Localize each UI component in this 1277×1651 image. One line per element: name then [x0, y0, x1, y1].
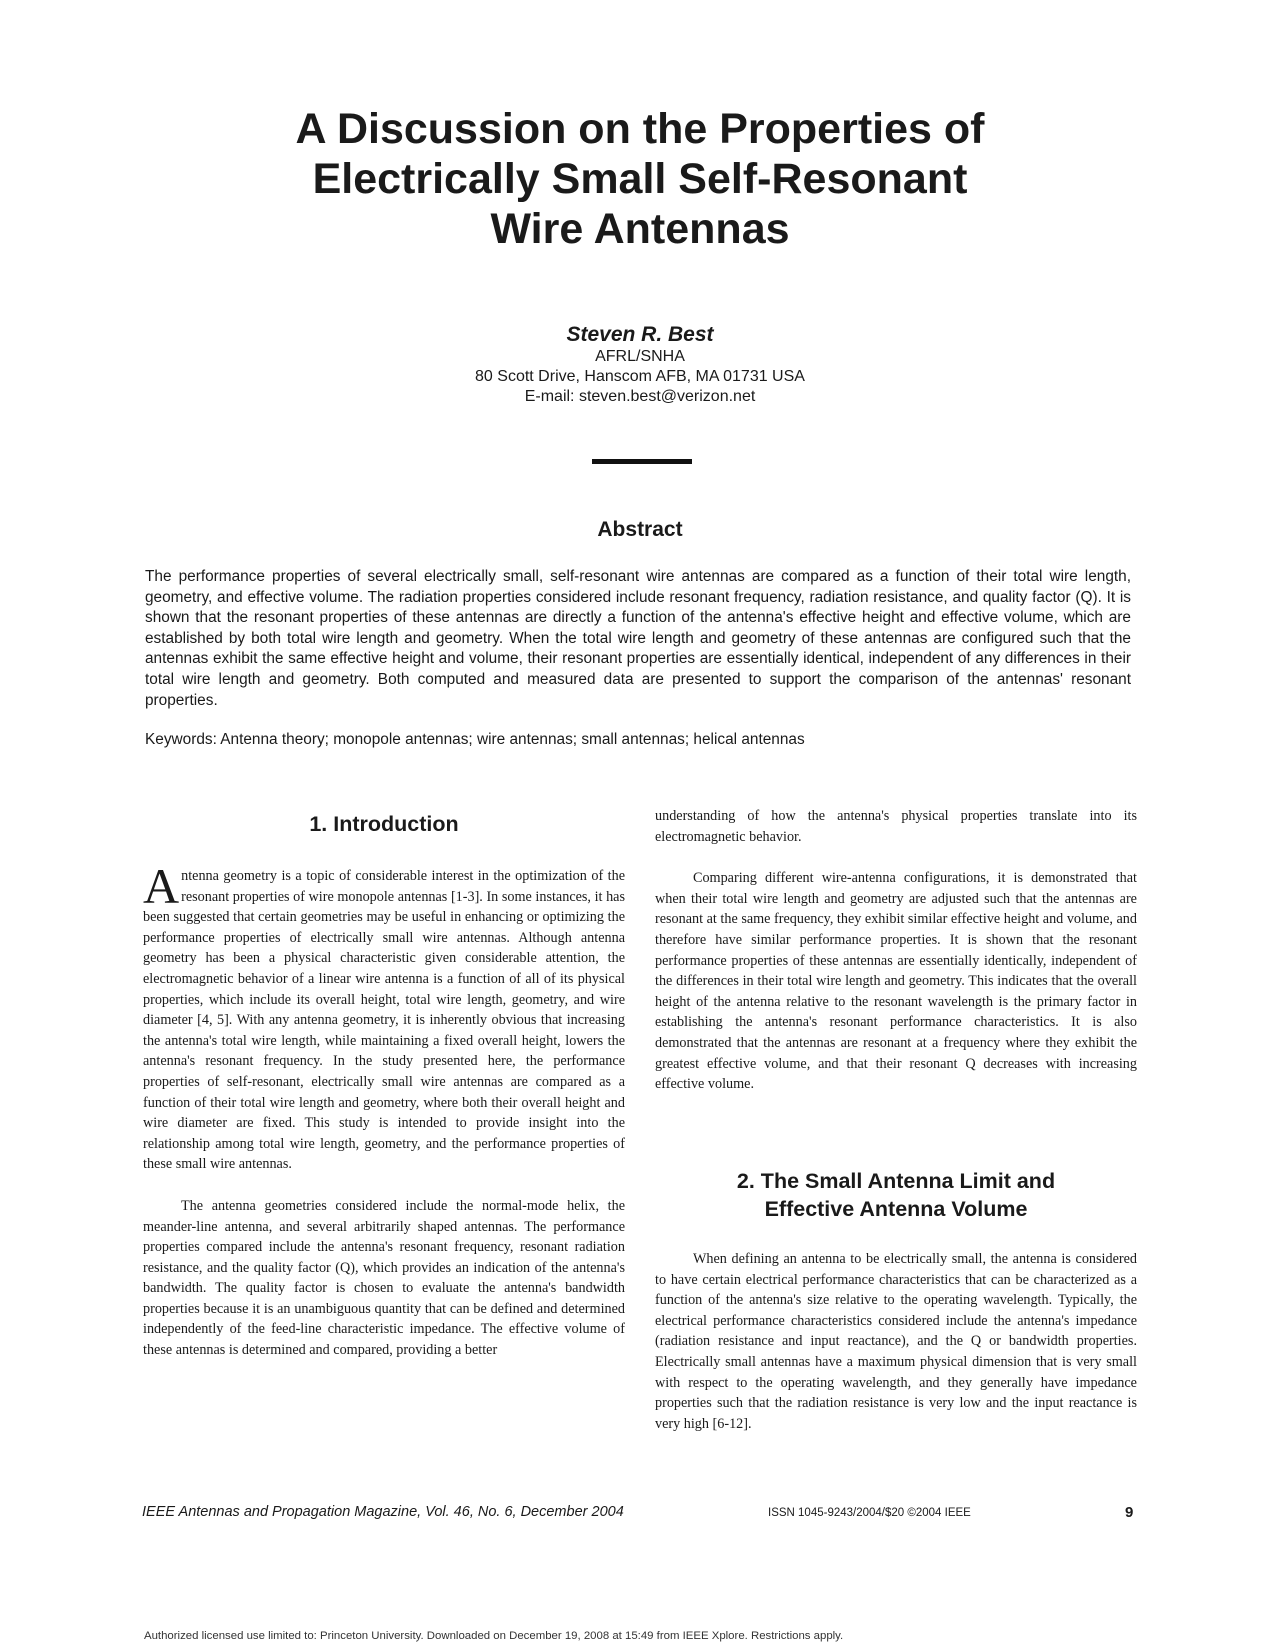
left-column	[143, 858, 625, 1361]
author-name: Steven R. Best	[566, 323, 714, 346]
section-2-paragraph-1: When defining an antenna to be electrically small, the antenna is considered to have certain electrical performance characteristics that can be characterized as a function of the antenna's size relative to the operating wavelength. Typically, the electrical performance characteristics considered include the antenna's impedance (radiation resistance and input reactance), and the Q or bandwidth properties. Electrically small antennas have a maximum physical dimension that is very small with respect to the operating wavelength, and they generally have impedance properties such that the radiation resistance is very low and the input reactance is very high [6-12].	[655, 1251, 1137, 1432]
intro-paragraph-2-continued: understanding of how the antenna's physical properties translate into its electromagnetic behavior.	[655, 808, 1137, 845]
abstract-heading: Abstract	[597, 518, 683, 541]
drop-cap: A	[143, 858, 180, 914]
right-column-top	[655, 806, 1137, 1095]
section-2-heading	[655, 1167, 1137, 1223]
paper-title	[180, 104, 1100, 254]
issn: ISSN 1045-9243/2004/$20 ©2004 IEEE	[768, 1507, 971, 1519]
right-column-bottom	[655, 1249, 1137, 1434]
title-line-2: Electrically Small Self-Resonant	[312, 155, 968, 203]
author-affiliation: AFRL/SNHA	[595, 348, 685, 365]
intro-paragraph-1-text: ntenna geometry is a topic of considerable interest in the optimization of the resonant properties of wire monopole antennas [1-3]. In some instances, it has been suggested that certain geometries may be useful in enhancing or optimizing the performance properties of electrically small wire antennas. Although antenna geometry has been a physical characteristic given considerable attention, the electromagnetic behavior of a linear wire antenna is a function of all of its physical properties, which include its overall height, total wire length, geometry, and wire diameter [4, 5]. With any antenna geometry, it is inherently obvious that increasing the antenna's total wire length, while maintaining a fixed overall height, lowers the antenna's resonant frequency. In the study presented here, the performance properties of self-resonant, electrically small wire antennas are compared as a function of their total wire length and geometry, where both their overall height and wire diameter are fixed. This study is intended to provide insight into the relationship among total wire length, geometry, and the performance properties of these small wire antennas.	[143, 868, 625, 1173]
intro-paragraph-1	[143, 858, 625, 1175]
author-address: 80 Scott Drive, Hanscom AFB, MA 01731 USA	[475, 368, 805, 385]
intro-paragraph-3: Comparing different wire-antenna configurations, it is demonstrated that when their total wire length and geometry are adjusted such that the antennas are resonant at the same frequency, they exhibit similar effective height and volume, and therefore have similar performance properties. It is shown that the resonant performance properties of these antennas are essentially identically, independent of the differences in their total wire length and geometry. This indicates that the overall height of the antenna relative to the resonant wavelength is the primary factor in establishing the antenna's resonant performance characteristics. It is also demonstrated that the antennas are resonant at a frequency where they exhibit the greatest effective volume, and that their resonant Q decreases with increasing effective volume.	[655, 870, 1137, 1093]
author-block	[340, 322, 940, 407]
section-1-heading: 1. Introduction	[309, 812, 459, 836]
author-email: E-mail: steven.best@verizon.net	[524, 388, 756, 405]
keywords: Keywords: Antenna theory; monopole antennas; wire antennas; small antennas; helical antennas	[145, 731, 805, 748]
journal-citation: IEEE Antennas and Propagation Magazine, Vol. 46, No. 6, December 2004	[142, 1504, 624, 1520]
title-divider	[592, 459, 692, 464]
section-2-heading-line-1: 2. The Small Antenna Limit and	[736, 1169, 1056, 1193]
title-line-1: A Discussion on the Properties of	[295, 105, 985, 153]
section-2-heading-line-2: Effective Antenna Volume	[764, 1197, 1028, 1221]
page-number: 9	[1125, 1504, 1134, 1521]
authorization-notice: Authorized licensed use limited to: Princeton University. Downloaded on December 19, 2008 at 15:49 from IEEE Xplore. Restrictions apply.	[144, 1630, 844, 1642]
intro-paragraph-2: The antenna geometries considered include the normal-mode helix, the meander-line antenna, and several arbitrarily shaped antennas. The performance properties compared include the antenna's resonant frequency, resonant radiation resistance, and the quality factor (Q), which provides an indication of the antenna's bandwidth. The quality factor is chosen to evaluate the antenna's bandwidth properties because it is an unambiguous quantity that can be defined and determined independently of the feed-line characteristic impedance. The effective volume of these antennas is determined and compared, providing a better	[143, 1197, 625, 1359]
abstract-text: The performance properties of several electrically small, self-resonant wire antennas are compared as a function of their total wire length, geometry, and effective volume. The radiation properties considered include resonant frequency, radiation resistance, and quality factor (Q). It is shown that the resonant properties of these antennas are directly a function of the antenna's effective height and effective volume, which are established by both total wire length and geometry. When the total wire length and geometry of these antennas are configured such that the antennas exhibit the same effective height and volume, their resonant properties are essentially identical, independent of any differences in their total wire length and geometry. Both computed and measured data are presented to support the comparison of the antennas' resonant properties.	[145, 568, 1131, 709]
title-line-3: Wire Antennas	[490, 205, 790, 253]
